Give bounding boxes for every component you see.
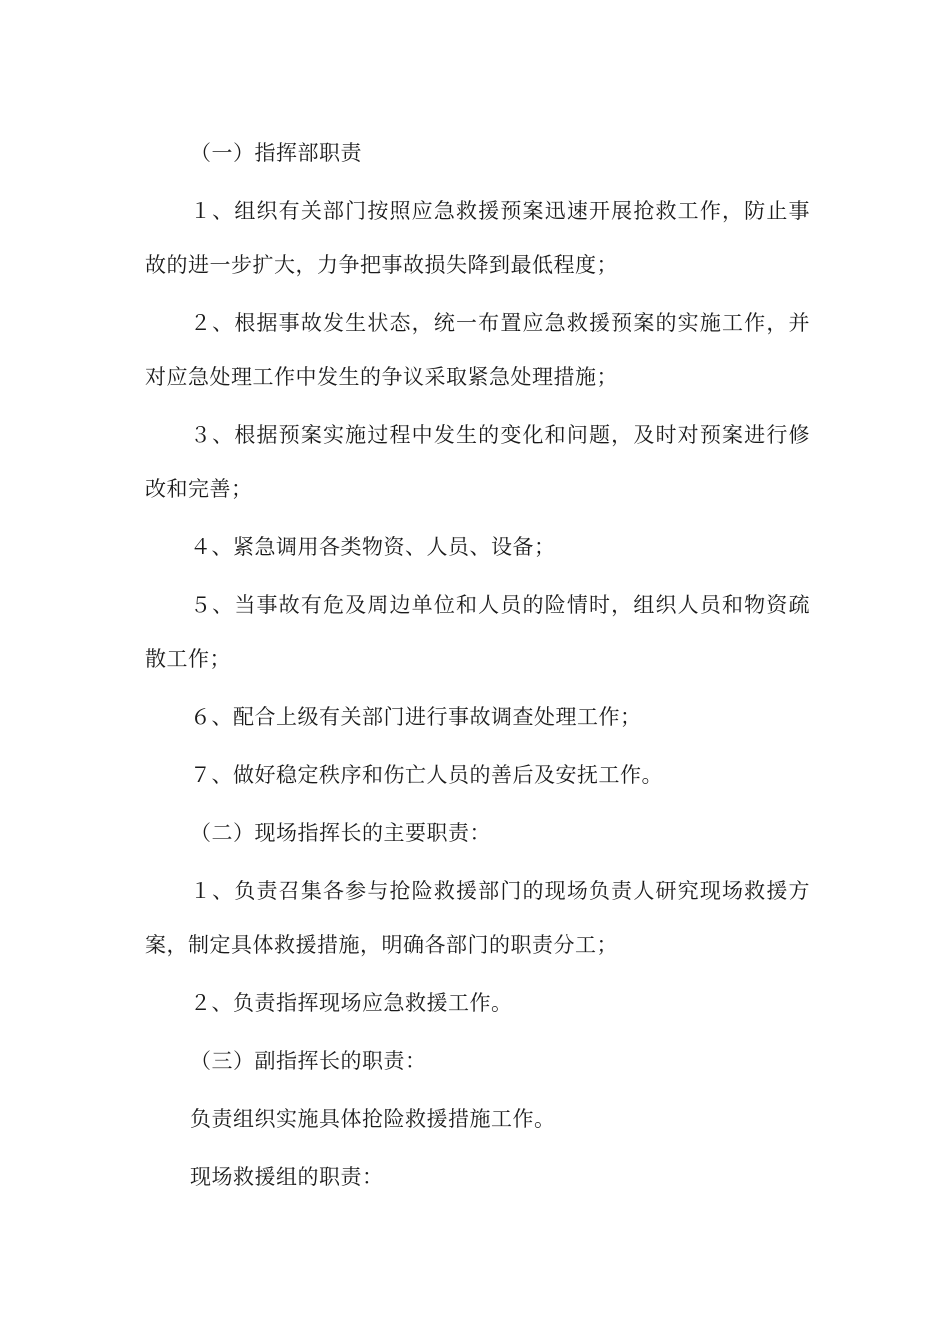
paragraph-field-item-1: １、负责召集各参与抢险救援部门的现场负责人研究现场救援方案，制定具体救援措施，明确各部门的职责分工； bbox=[145, 879, 810, 957]
paragraph-item-6: ６、配合上级有关部门进行事故调查处理工作； bbox=[190, 705, 642, 729]
paragraph-item-4: ４、紧急调用各类物资、人员、设备； bbox=[190, 535, 556, 559]
paragraph-item-3: ３、根据预案实施过程中发生的变化和问题，及时对预案进行修改和完善； bbox=[145, 423, 810, 501]
paragraph-item-7: ７、做好稳定秩序和伤亡人员的善后及安抚工作。 bbox=[190, 763, 663, 787]
section-heading-deputy-commander: （三）副指挥长的职责： bbox=[190, 1049, 427, 1073]
paragraph-rescue-team-heading: 现场救援组的职责： bbox=[190, 1165, 384, 1189]
paragraph-item-2: ２、根据事故发生状态，统一布置应急救援预案的实施工作，并对应急处理工作中发生的争议采取紧急处理措施； bbox=[145, 311, 810, 389]
paragraph-deputy-duty: 负责组织实施具体抢险救援措施工作。 bbox=[190, 1107, 556, 1131]
section-heading-field-commander: （二）现场指挥长的主要职责： bbox=[190, 821, 491, 845]
paragraph-item-5: ５、当事故有危及周边单位和人员的险情时，组织人员和物资疏散工作； bbox=[145, 593, 810, 671]
paragraph-field-item-2: ２、负责指挥现场应急救援工作。 bbox=[190, 991, 513, 1015]
document-body bbox=[145, 126, 810, 1208]
section-heading-command: （一）指挥部职责 bbox=[190, 141, 362, 165]
paragraph-item-1: １、组织有关部门按照应急救援预案迅速开展抢救工作，防止事故的进一步扩大，力争把事故损失降到最低程度； bbox=[145, 199, 810, 277]
